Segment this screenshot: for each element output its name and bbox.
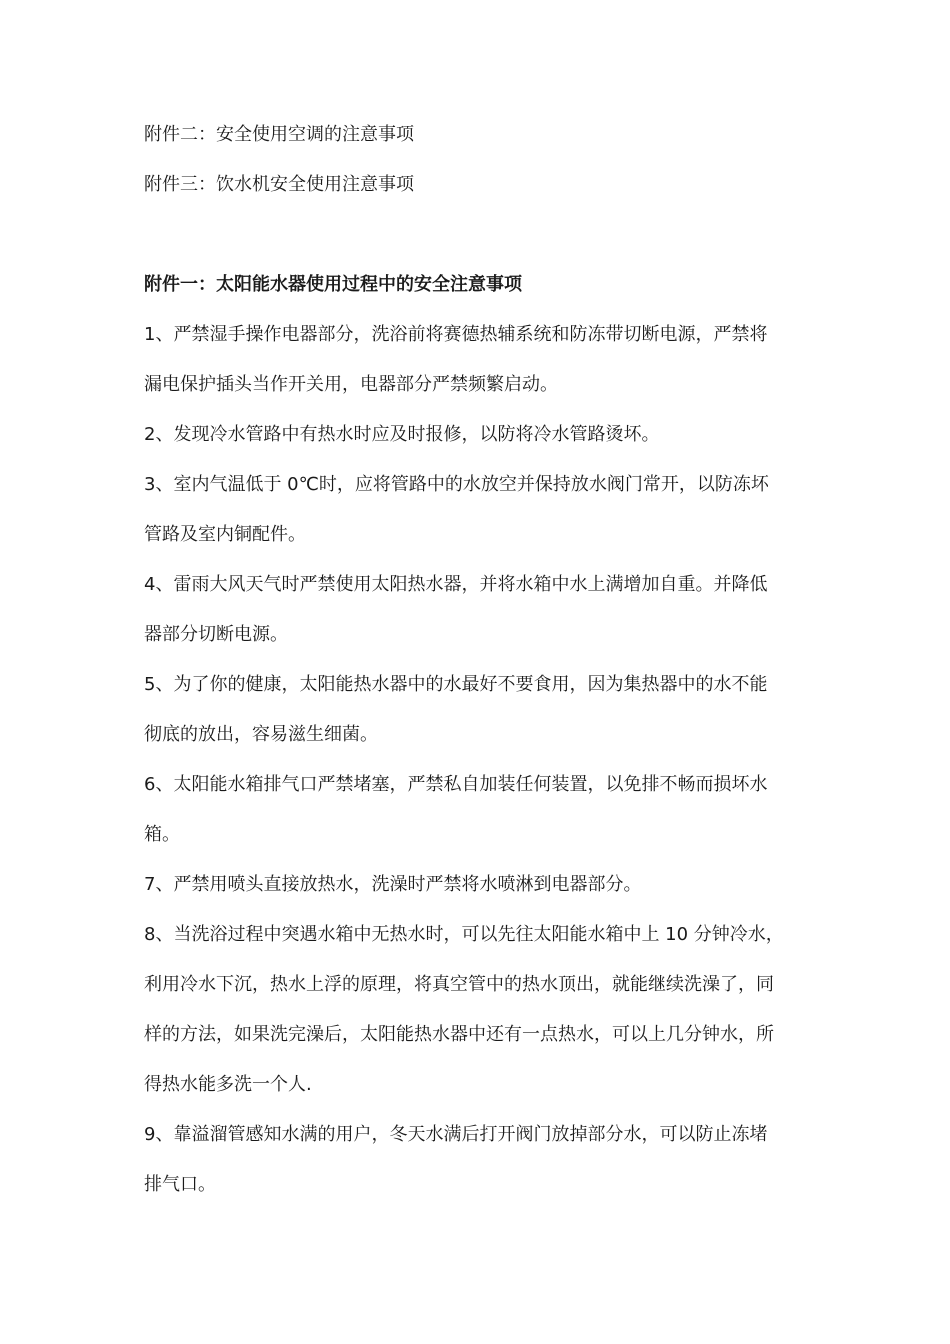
body-line: 1、严禁湿手操作电器部分，洗浴前将赛德热辅系统和防冻带切断电源，严禁将 [144, 324, 768, 345]
attachment-line-3: 附件三：饮水机安全使用注意事项 [144, 174, 414, 195]
attachment-line-2: 附件二：安全使用空调的注意事项 [144, 124, 414, 145]
body-line: 利用冷水下沉，热水上浮的原理，将真空管中的热水顶出，就能继续洗澡了，同 [144, 974, 774, 995]
body-line: 2、发现冷水管路中有热水时应及时报修，以防将冷水管路烫坏。 [144, 424, 660, 445]
body-line: 样的方法，如果洗完澡后，太阳能热水器中还有一点热水，可以上几分钟水，所 [144, 1024, 774, 1045]
body-line: 5、为了你的健康，太阳能热水器中的水最好不要食用，因为集热器中的水不能 [144, 674, 768, 695]
body-line: 排气口。 [144, 1174, 216, 1195]
section-title: 附件一：太阳能水器使用过程中的安全注意事项 [144, 274, 522, 295]
body-line: 得热水能多洗一个人. [144, 1074, 312, 1095]
body-line: 器部分切断电源。 [144, 624, 288, 645]
body-line: 8、当洗浴过程中突遇水箱中无热水时，可以先往太阳能水箱中上 10 分钟冷水， [144, 924, 784, 945]
body-line: 彻底的放出，容易滋生细菌。 [144, 724, 378, 745]
body-line: 9、靠溢溜管感知水满的用户，冬天水满后打开阀门放掉部分水，可以防止冻堵 [144, 1124, 768, 1145]
body-line: 箱。 [144, 824, 180, 845]
body-line: 6、太阳能水箱排气口严禁堵塞，严禁私自加装任何装置，以免排不畅而损坏水 [144, 774, 768, 795]
body-line: 4、雷雨大风天气时严禁使用太阳热水器，并将水箱中水上满增加自重。并降低 [144, 574, 768, 595]
body-line: 7、严禁用喷头直接放热水，洗澡时严禁将水喷淋到电器部分。 [144, 874, 642, 895]
body-line: 3、室内气温低于 0℃时，应将管路中的水放空并保持放水阀门常开，以防冻坏 [144, 474, 769, 495]
body-line: 漏电保护插头当作开关用，电器部分严禁频繁启动。 [144, 374, 558, 395]
body-line: 管路及室内铜配件。 [144, 524, 306, 545]
